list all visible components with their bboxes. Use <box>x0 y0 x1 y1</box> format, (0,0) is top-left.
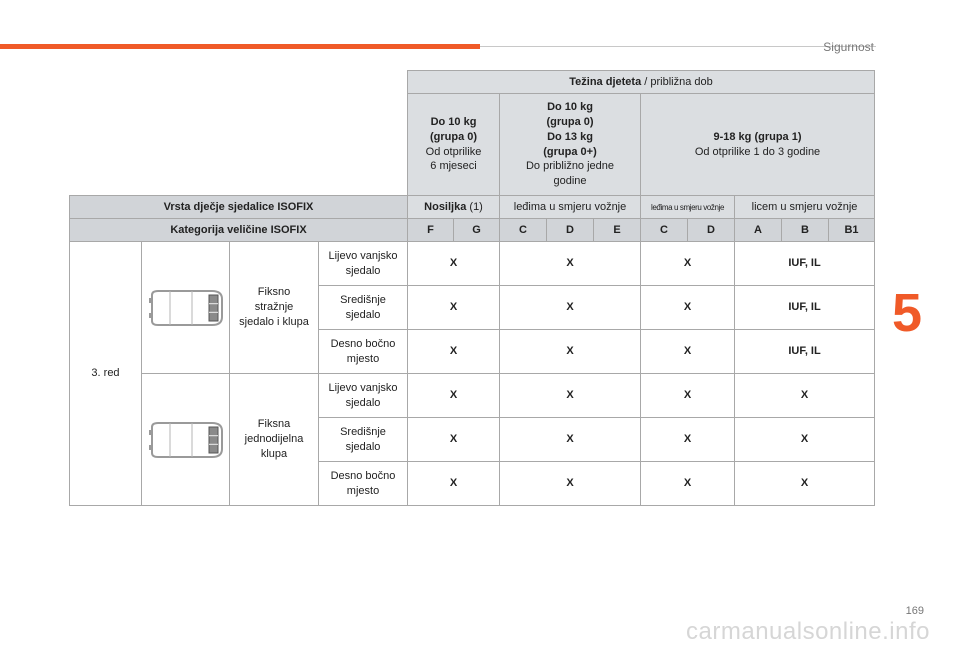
value-cell: X <box>500 330 641 374</box>
size-class-cell: D <box>547 219 594 242</box>
value-cell: X <box>641 374 735 418</box>
value-cell: IUF, IL <box>735 286 875 330</box>
row-label: 3. red <box>70 242 142 506</box>
value-cell: X <box>500 242 641 286</box>
watermark: carmanualsonline.info <box>686 618 930 645</box>
van-seat-layout-icon <box>146 419 226 461</box>
value-cell: X <box>641 330 735 374</box>
accent-bar <box>0 44 480 49</box>
carrycot-cell: Nosiljka (1) <box>408 196 500 219</box>
value-cell: IUF, IL <box>735 330 875 374</box>
value-cell: X <box>641 462 735 506</box>
size-class-cell: A <box>735 219 782 242</box>
page-number: 169 <box>905 605 924 617</box>
size-class-cell: G <box>454 219 500 242</box>
seat-type-cell: Fiksno stražnje sjedalo i klupa <box>230 242 319 374</box>
value-cell: X <box>500 418 641 462</box>
seat-position-cell: Lijevo vanjsko sjedalo <box>319 374 408 418</box>
size-class-label: Kategorija veličine ISOFIX <box>70 219 408 242</box>
size-class-cell: B1 <box>829 219 875 242</box>
seat-type-label: Vrsta dječje sjedalice ISOFIX <box>70 196 408 219</box>
size-class-cell: E <box>594 219 641 242</box>
van-seat-layout-icon <box>146 287 226 329</box>
size-class-cell: F <box>408 219 454 242</box>
value-cell: X <box>500 286 641 330</box>
blank-corner <box>70 94 408 196</box>
value-cell: X <box>408 286 500 330</box>
group-0plus-header: Do 10 kg (grupa 0) Do 13 kg (grupa 0+) Do približno jedne godine <box>500 94 641 196</box>
value-cell: IUF, IL <box>735 242 875 286</box>
seat-position-cell: Središnje sjedalo <box>319 418 408 462</box>
size-class-cell: C <box>500 219 547 242</box>
value-cell: X <box>500 374 641 418</box>
rear-facing-cell-small: leđima u smjeru vožnje <box>641 196 735 219</box>
seat-layout-cell <box>142 374 230 506</box>
value-cell: X <box>408 242 500 286</box>
size-class-cell: D <box>688 219 735 242</box>
seat-position-cell: Desno bočno mjesto <box>319 462 408 506</box>
value-cell: X <box>735 374 875 418</box>
seat-position-cell: Desno bočno mjesto <box>319 330 408 374</box>
value-cell: X <box>735 462 875 506</box>
size-class-cell: B <box>782 219 829 242</box>
rear-facing-cell: leđima u smjeru vožnje <box>500 196 641 219</box>
value-cell: X <box>641 286 735 330</box>
group-1-header: 9-18 kg (grupa 1) Od otprilike 1 do 3 godine <box>641 94 875 196</box>
value-cell: X <box>408 462 500 506</box>
section-title: Sigurnost <box>823 40 874 54</box>
header-rule <box>480 46 876 47</box>
value-cell: X <box>641 418 735 462</box>
value-cell: X <box>408 330 500 374</box>
group-0-header: Do 10 kg (grupa 0) Od otprilike 6 mjeseci <box>408 94 500 196</box>
value-cell: X <box>408 374 500 418</box>
seat-position-cell: Središnje sjedalo <box>319 286 408 330</box>
value-cell: X <box>408 418 500 462</box>
seat-layout-cell <box>142 242 230 374</box>
forward-facing-cell: licem u smjeru vožnje <box>735 196 875 219</box>
seat-type-cell: Fiksna jednodijelna klupa <box>230 374 319 506</box>
isofix-table <box>69 70 875 506</box>
value-cell: X <box>500 462 641 506</box>
value-cell: X <box>735 418 875 462</box>
value-cell: X <box>641 242 735 286</box>
blank-corner <box>70 71 408 94</box>
chapter-number: 5 <box>892 283 923 343</box>
size-class-cell: C <box>641 219 688 242</box>
seat-position-cell: Lijevo vanjsko sjedalo <box>319 242 408 286</box>
weight-header: Težina djeteta / približna dob <box>408 71 875 94</box>
